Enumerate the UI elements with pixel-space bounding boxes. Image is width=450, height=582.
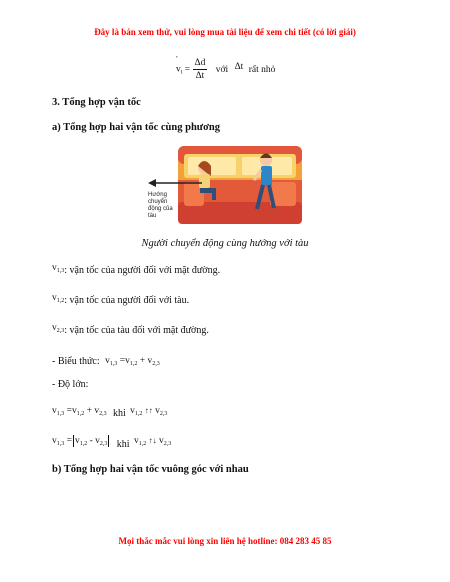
definition-v13: $v_{1,3}$: vận tốc của người đối với mặt đường.: [52, 263, 221, 276]
footer-banner: Mọi thắc mắc vui lòng xin liên hệ hotline: 084 283 45 85: [118, 536, 332, 546]
definition-v23: $v_{2,3}$: vận tốc của tàu đối với mặt đường.: [52, 323, 209, 336]
formula-top: ,: [176, 51, 178, 59]
train-illustration: [144, 142, 304, 228]
magnitude-label: - Độ lớn:: [52, 379, 89, 390]
header-banner: Đây là bản xem thử, vui lòng mua tài liệu để xem chi tiết (có lời giải): [94, 27, 356, 37]
subsection-a-title: a) Tổng hợp hai vận tốc cùng phương: [52, 122, 220, 133]
subsection-b-title: b) Tổng hợp hai vận tốc vuông góc với nhau: [52, 464, 249, 475]
train-direction-label: Hướng chuyển động của tàu: [148, 192, 173, 219]
magnitude-formula-same: $v_{1,3} =v_{1,2} + v_{2,3}$ khi $v_{1,2}$ ↑↑ $v_{2,3}$: [52, 406, 168, 419]
magnitude-formula-opposite: $v_{1,3} = v_{1,2} - v_{2,3}$ khi $v_{1,2}$ ↑↓ $v_{2,3}$: [52, 436, 172, 451]
section-title: 3. Tổng hợp vận tốc: [52, 97, 141, 108]
expression-line: - Biểu thức: $v_{1,3} =v_{1,2} + v_{2,3}$: [52, 356, 160, 367]
formula-velocity: $v_t$ = $\frac{\Delta d}{\Delta t}$ với Δt rất nhỏ: [176, 58, 276, 81]
image-caption: Người chuyển động cùng hướng với tàu: [141, 238, 309, 249]
definition-v12: $v_{1,2}$: vận tốc của người đối với tàu.: [52, 293, 190, 306]
